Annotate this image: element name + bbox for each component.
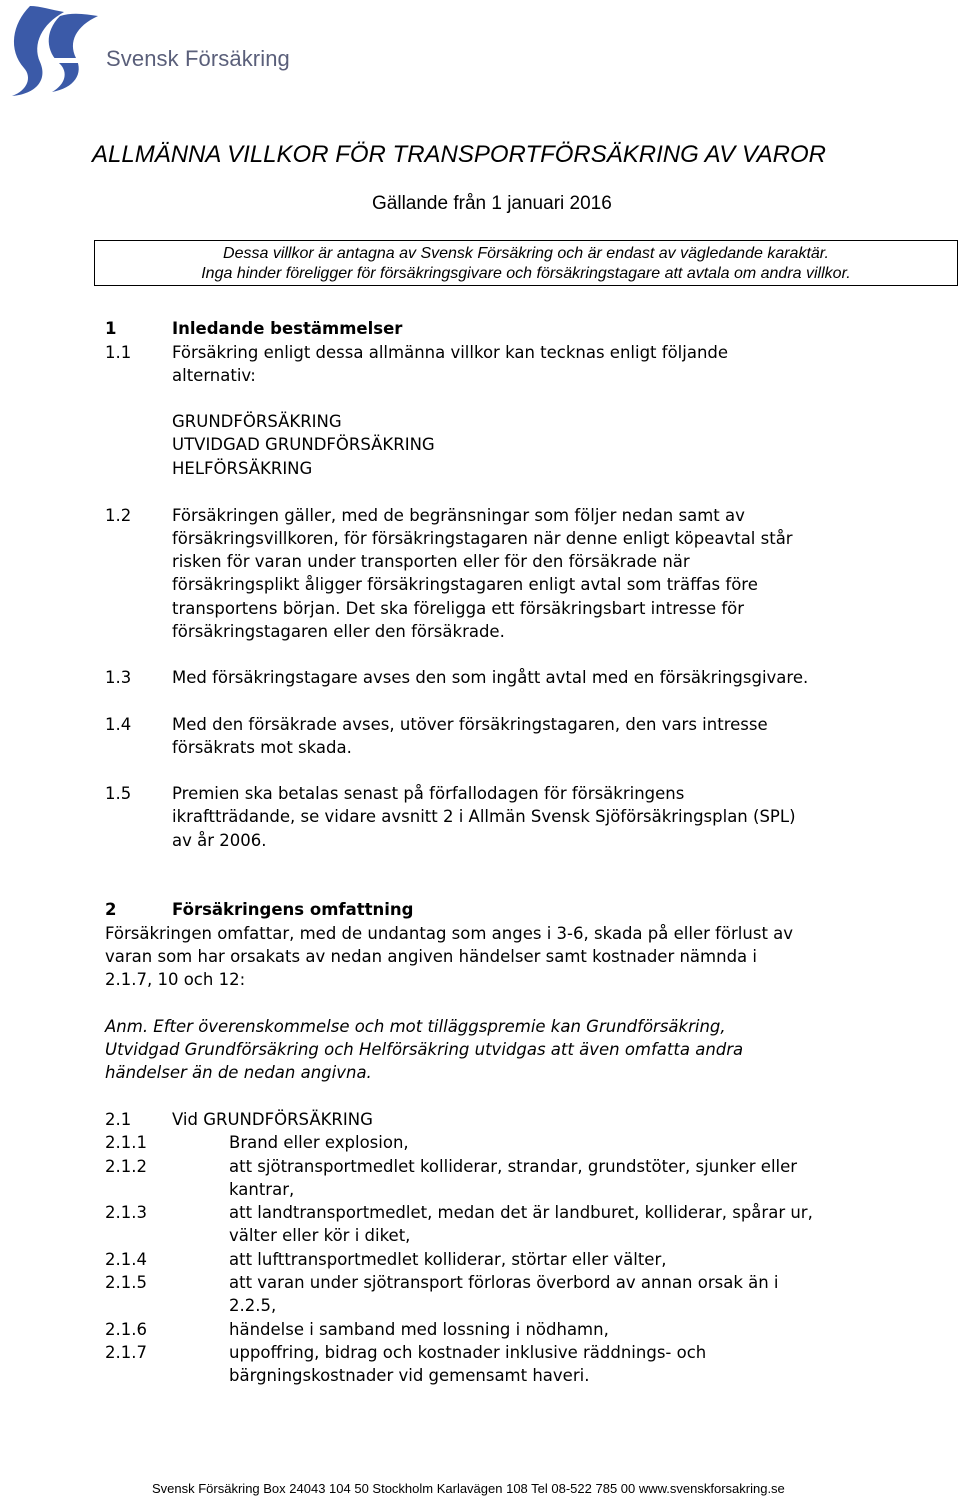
item-line: kantrar, <box>229 1180 295 1199</box>
para-1-2-line: risken för varan under transporten eller för den försäkrade när <box>172 552 690 571</box>
para-1-4-number: 1.4 <box>105 715 132 734</box>
item-line: Brand eller explosion, <box>229 1133 409 1152</box>
para-1-2-number: 1.2 <box>105 506 132 525</box>
para-1-3-number: 1.3 <box>105 668 132 687</box>
alternative-item: GRUNDFÖRSÄKRING <box>172 412 342 431</box>
section-2-number: 2 <box>105 900 117 919</box>
page-footer: Svensk Försäkring Box 24043 104 50 Stockholm Karlavägen 108 Tel 08-522 785 00 www.svenskforsakring.se <box>152 1481 785 1496</box>
para-1-5-line: Premien ska betalas senast på förfallodagen för försäkringens <box>172 784 685 803</box>
item-number: 2.1.4 <box>105 1250 147 1269</box>
section-2-heading: Försäkringens omfattning <box>172 900 414 919</box>
para-1-1-line: alternativ: <box>172 366 256 385</box>
para-1-4-line: Med den försäkrade avses, utöver försäkringstagaren, den vars intresse <box>172 715 768 734</box>
item-line: bärgningskostnader vid gemensamt haveri. <box>229 1366 590 1385</box>
para-1-2-line: försäkringsvillkoren, för försäkringstagaren när denne enligt köpeavtal står <box>172 529 793 548</box>
section-1-heading: Inledande bestämmelser <box>172 319 403 338</box>
valid-from: Gällande från 1 januari 2016 <box>372 193 612 214</box>
item-line: att landtransportmedlet, medan det är landburet, kolliderar, spårar ur, <box>229 1203 813 1222</box>
item-line: välter eller kör i diket, <box>229 1226 411 1245</box>
svensk-forsakring-logo <box>2 2 292 98</box>
para-1-2-line: Försäkringen gäller, med de begränsningar som följer nedan samt av <box>172 506 745 525</box>
section-1-number: 1 <box>105 319 117 338</box>
disclaimer-line-2: Inga hinder föreligger för försäkringsgivare och försäkringstagare att avtala om andra villkor. <box>201 265 851 282</box>
anm-note-line: händelser än de nedan angivna. <box>105 1063 372 1082</box>
para-1-2-line: försäkringstagaren eller den försäkrade. <box>172 622 505 641</box>
para-1-4-line: försäkrats mot skada. <box>172 738 352 757</box>
subsection-2-1-number: 2.1 <box>105 1110 132 1129</box>
logo-text: Svensk Försäkring <box>106 46 290 71</box>
alternative-item: HELFÖRSÄKRING <box>172 459 313 478</box>
para-1-2-line: försäkringsplikt åligger försäkringstagaren enligt avtal som träffas före <box>172 575 758 594</box>
document-title: ALLMÄNNA VILLKOR FÖR TRANSPORTFÖRSÄKRING AV VAROR <box>92 141 826 168</box>
disclaimer-line-1: Dessa villkor är antagna av Svensk Försäkring och är endast av vägledande karaktär. <box>223 245 829 262</box>
item-number: 2.1.1 <box>105 1133 147 1152</box>
item-number: 2.1.3 <box>105 1203 147 1222</box>
sf-logo-icon <box>2 2 112 98</box>
para-1-5-number: 1.5 <box>105 784 132 803</box>
section-2-intro-line: varan som har orsakats av nedan angiven händelser samt kostnader nämnda i <box>105 947 757 966</box>
disclaimer-box <box>94 240 958 286</box>
section-2-intro-line: Försäkringen omfattar, med de undantag som anges i 3-6, skada på eller förlust av <box>105 924 794 943</box>
anm-note-line: Anm. Efter överenskommelse och mot tilläggspremie kan Grundförsäkring, <box>105 1017 726 1036</box>
subsection-2-1-label: Vid GRUNDFÖRSÄKRING <box>172 1110 373 1129</box>
item-number: 2.1.2 <box>105 1157 147 1176</box>
item-number: 2.1.6 <box>105 1320 147 1339</box>
anm-note-line: Utvidgad Grundförsäkring och Helförsäkring utvidgas att även omfatta andra <box>105 1040 744 1059</box>
para-1-5-line: ikraftträdande, se vidare avsnitt 2 i Allmän Svensk Sjöförsäkringsplan (SPL) <box>172 807 796 826</box>
section-2-intro-line: 2.1.7, 10 och 12: <box>105 970 246 989</box>
item-line: 2.2.5, <box>229 1296 277 1315</box>
item-line: att varan under sjötransport förloras överbord av annan orsak än i <box>229 1273 779 1292</box>
para-1-1-number: 1.1 <box>105 343 132 362</box>
item-number: 2.1.5 <box>105 1273 147 1292</box>
item-number: 2.1.7 <box>105 1343 147 1362</box>
item-line: uppoffring, bidrag och kostnader inklusive räddnings- och <box>229 1343 707 1362</box>
para-1-3-line: Med försäkringstagare avses den som ingått avtal med en försäkringsgivare. <box>172 668 809 687</box>
para-1-5-line: av år 2006. <box>172 831 267 850</box>
alternative-item: UTVIDGAD GRUNDFÖRSÄKRING <box>172 435 435 454</box>
item-line: händelse i samband med lossning i nödhamn, <box>229 1320 609 1339</box>
para-1-1-line: Försäkring enligt dessa allmänna villkor kan tecknas enligt följande <box>172 343 729 362</box>
item-line: att sjötransportmedlet kolliderar, strandar, grundstöter, sjunker eller <box>229 1157 798 1176</box>
item-line: att lufttransportmedlet kolliderar, störtar eller välter, <box>229 1250 667 1269</box>
para-1-2-line: transportens början. Det ska föreligga ett försäkringsbart intresse för <box>172 599 745 618</box>
